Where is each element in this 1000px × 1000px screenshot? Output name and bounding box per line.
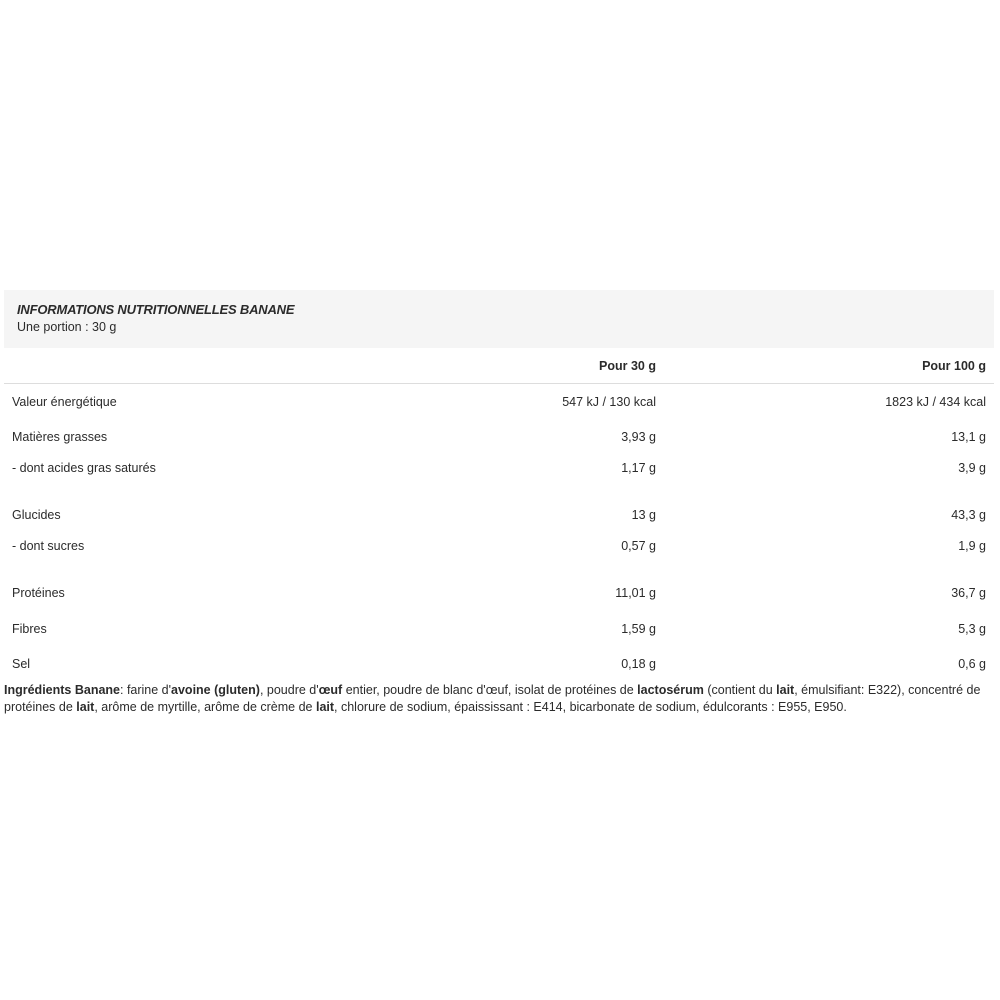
nutrition-table xyxy=(4,290,994,673)
row-value-per-100: 36,7 g xyxy=(951,586,986,600)
ingredients-text xyxy=(4,682,994,716)
row-value-per-portion: 11,01 g xyxy=(615,586,656,600)
ingredients-segment: (contient du xyxy=(703,683,777,697)
row-value-per-portion: 547 kJ / 130 kcal xyxy=(562,395,656,409)
table-row xyxy=(4,430,994,446)
ingredients-allergen: avoine (gluten) xyxy=(171,683,260,697)
ingredients-segment: , poudre d' xyxy=(259,683,319,697)
portion-size: Une portion : 30 g xyxy=(17,320,117,334)
row-label: - dont sucres xyxy=(12,539,85,553)
row-value-per-100: 1,9 g xyxy=(958,539,986,553)
row-value-per-portion: 0,18 g xyxy=(621,657,656,671)
column-header-per-portion: Pour 30 g xyxy=(599,359,656,373)
ingredients-segment: entier, poudre de blanc d'œuf, isolat de protéines de xyxy=(342,683,638,697)
table-row xyxy=(4,461,994,477)
row-value-per-portion: 13 g xyxy=(631,508,656,522)
column-headers xyxy=(4,348,994,384)
row-value-per-100: 3,9 g xyxy=(958,461,986,475)
row-label: Fibres xyxy=(12,622,47,636)
nutrition-title: INFORMATIONS NUTRITIONNELLES BANANE xyxy=(17,302,295,317)
row-label: Sel xyxy=(12,657,31,671)
row-value-per-100: 13,1 g xyxy=(951,430,986,444)
row-value-per-100: 0,6 g xyxy=(958,657,986,671)
row-value-per-portion: 3,93 g xyxy=(621,430,656,444)
table-row xyxy=(4,586,994,602)
row-label: Matières grasses xyxy=(12,430,108,444)
row-label: Valeur énergétique xyxy=(12,395,117,409)
ingredients-allergen: lait xyxy=(76,700,95,714)
table-row xyxy=(4,622,994,638)
ingredients-allergen: lait xyxy=(776,683,795,697)
ingredients-segment: , chlorure de sodium, épaississant : E414, bicarbonate de sodium, édulcorants : E955, E950. xyxy=(334,700,847,714)
table-row xyxy=(4,539,994,555)
ingredients-segment: , arôme de myrtille, arôme de crème de xyxy=(94,700,316,714)
ingredients-segment: , émulsifiant: E322), concentré de protéines de xyxy=(4,683,981,714)
row-value-per-portion: 1,59 g xyxy=(621,622,656,636)
row-value-per-100: 43,3 g xyxy=(951,508,986,522)
ingredients-allergen: lait xyxy=(315,700,335,714)
ingredients-heading: Ingrédients Banane xyxy=(4,683,120,697)
nutrition-header xyxy=(4,290,994,348)
column-header-per-100: Pour 100 g xyxy=(922,359,986,373)
row-value-per-100: 5,3 g xyxy=(958,622,986,636)
row-value-per-portion: 1,17 g xyxy=(621,461,656,475)
row-label: Protéines xyxy=(12,586,65,600)
table-row xyxy=(4,657,994,673)
row-label: Glucides xyxy=(12,508,61,522)
table-row xyxy=(4,395,994,411)
row-value-per-portion: 0,57 g xyxy=(621,539,656,553)
ingredients-allergen: œuf xyxy=(318,683,343,697)
ingredients-allergen: lactosérum xyxy=(637,683,704,697)
row-label: - dont acides gras saturés xyxy=(12,461,156,475)
table-row xyxy=(4,508,994,524)
row-value-per-100: 1823 kJ / 434 kcal xyxy=(885,395,986,409)
ingredients-segment: : farine d' xyxy=(120,683,172,697)
